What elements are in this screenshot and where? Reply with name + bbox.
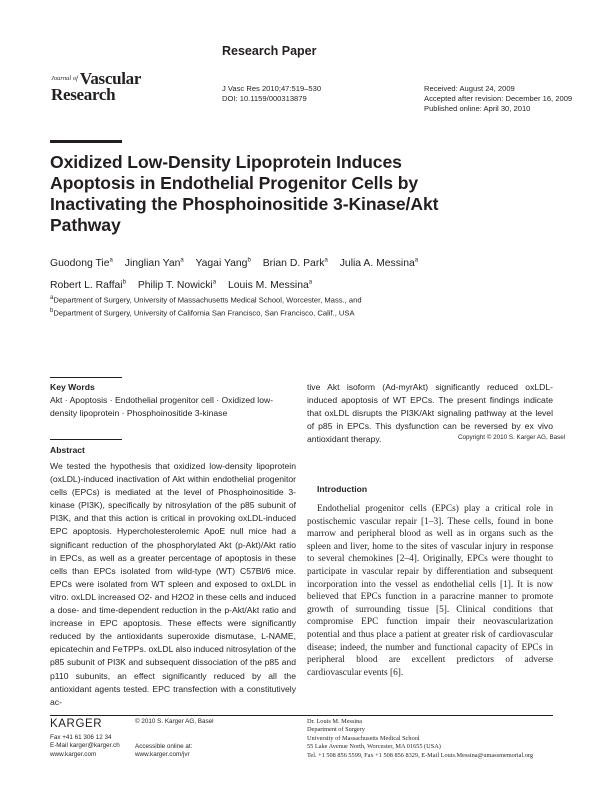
accepted-date: Accepted after revision: December 16, 2009 [424,94,573,103]
correspondence-line: Department of Surgery [307,726,365,734]
abstract-copyright: Copyright © 2010 S. Karger AG, Basel [458,434,566,441]
citation [222,84,321,104]
doi-line: DOI: 10.1159/000313879 [222,94,307,103]
correspondence-line: Dr. Louis M. Messina [307,718,363,725]
correspondence [307,718,533,760]
received-date: Received: August 24, 2009 [424,84,515,93]
published-date: Published online: April 30, 2010 [424,104,531,113]
abstract-continued: tive Akt isoform (Ad-myrAkt) significantly reduced oxLDL-induced apoptosis of WT EPCs. The present findings indicate that oxLDL disrupts the PI3K/Akt signaling pathway at the level of p85 in EPCs. This dysfunction can be reversed by ex vivo antioxidant therapy. [307,382,553,445]
author: Guodong Tie$^a$ [50,258,113,270]
key-words-rule [50,377,122,378]
correspondence-line: University of Massachusetts Medical School [307,734,420,742]
author: Jinglian Yan$^a$ [124,258,184,270]
introduction-text: Endothelial progenitor cells (EPCs) play a critical role in postischemic vascular repair [1–3]. These cells, found in bone marrow and peripheral blood as well as in organs such as the spleen and liver, home to the sites of vascular injury in response to several chemokines [2–4]. Originally, EPCs were thought to participate in vascular repair by differentiation and subsequent incorporation into the vessel as endothelial cells [1]. It is now believed that EPCs function in a paracrine manner to promote growth of surrounding tissue [5]. Clinical conditions that compromise EPC function impair their neovascularization potential and thus place a patient at greater risk of cardiovascular disease; indeed, the number and functional capacity of EPCs in peripheral blood are excellent predictors of adverse cardiovascular events [6]. [307,504,553,678]
article-title: Oxidized Low-Density Lipoprotein Induces Apoptosis in Endothelial Progenitor Cells by Inactivating the Phosphoinositide 3-Kinase/Akt Pathway [50,152,439,235]
introduction-heading: Introduction [317,484,368,494]
footer-rule [50,715,553,716]
online-access [135,743,192,760]
article-dates [424,84,572,114]
correspondence-line: 55 Lake Avenue North, Worcester, MA 01655 (USA) [307,743,441,751]
journal-logo-line1: Vascular [79,69,142,88]
correspondence-line: Tel. +1 508 856 5599, Fax +1 508 856 8329, E-Mail Louis.Messina@umassmemorial.org [307,751,534,759]
online-label: Accessible online at: [135,743,193,750]
online-url: www.karger.com/jvr [135,751,190,759]
author: Philip T. Nowicki$^a$ [137,279,217,291]
author: Robert L. Raffai$^b$ [50,279,126,291]
abstract-rule [50,439,122,440]
journal-logo-small: Journal of [51,75,78,82]
journal-logo-line2: Research [51,85,116,104]
affiliation: $^b$Department of Surgery, University of California San Francisco, San Francisco, Calif., USA [50,308,355,318]
publisher-logo: KARGER [50,718,103,730]
key-words-text: Akt · Apoptosis · Endothelial progenitor cell · Oxidized low-density lipoprotein · Phosphoinositide 3-kinase [50,395,274,418]
key-words-heading: Key Words [50,382,95,392]
website-line: www.karger.com [50,750,97,758]
email-line: E-Mail karger@karger.ch [50,742,120,750]
title-rule [50,140,122,143]
author-list [50,252,510,295]
author: Julia A. Messina$^a$ [339,258,419,270]
affiliations [50,293,510,319]
author: Yagai Yang$^b$ [195,258,251,270]
author: Brian D. Park$^a$ [262,258,328,270]
publisher-contact [50,734,120,759]
citation-line: J Vasc Res 2010;47:519–530 [222,84,322,93]
abstract-heading: Abstract [50,445,85,455]
fax-line: Fax +41 61 306 12 34 [50,734,112,741]
journal-logo [51,70,166,103]
section-label: Research Paper [222,44,317,58]
abstract-text: We tested the hypothesis that oxidized low-density lipoprotein (oxLDL)-induced inactivation of Akt within endothelial progenitor cells (EPCs) is mediated at the level of Phosphoinositide 3-kinase (PI3K), specifically by nitrosylation of the p85 subunit of PI3K, and that this action is critical in provoking oxLDL-induced EPC apoptosis. Hypercholesterolemic ApoE null mice had a significant reduction of the phosphorylated Akt (p-Akt)/Akt ratio in EPCs, as well as a greater percentage of apoptosis in these cells than EPCs isolated from wild-type (WT) C57Bl/6 mice. EPCs were isolated from WT spleen and exposed to oxLDL in vitro. oxLDL increased O2- and H2O2 in these cells and induced a dose- and time-dependent reduction in the p-Akt/Akt ratio and increase in EPC apoptosis. These effects were significantly reduced by the antioxidants superoxide dismutase, L-NAME, epicatechin and FeTPPs. oxLDL also induced nitrosylation of the p85 subunit of PI3K and subsequent dissociation of the p85 and p110 subunits, an effect significantly reduced by all the antioxidant agents tested. EPC transfection with a constitutively ac- [50,461,296,707]
author: Louis M. Messina$^a$ [227,279,313,291]
footer-copyright: © 2010 S. Karger AG, Basel [135,718,214,725]
affiliation: $^a$Department of Surgery, University of Massachusetts Medical School, Worcester, Mass., and [50,295,362,305]
